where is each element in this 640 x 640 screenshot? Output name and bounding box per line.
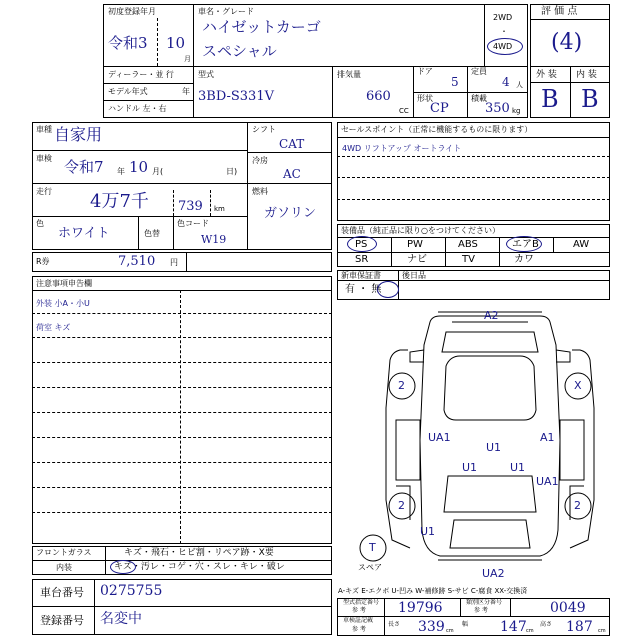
first-reg-month: 10 (166, 34, 186, 52)
divider (510, 598, 511, 616)
diag-front: A2 (484, 309, 499, 322)
equip-airbag: エアB (512, 239, 539, 250)
interior-label: 内 装 (576, 70, 597, 80)
diag-tire-rr: 2 (574, 499, 581, 512)
sales-title: セールスポイント（正常に機能するものに限ります） (341, 125, 533, 134)
equip-ps: PS (355, 239, 368, 250)
equip-sr: SR (355, 254, 369, 265)
displacement-label: 排気量 (337, 70, 361, 79)
length-value: 339 (418, 619, 445, 635)
type-designation-sub: 参 考 (352, 607, 366, 614)
reg-label: 登録番号 (40, 614, 84, 627)
legend: A-キズ E-エクボ U-凹み W-補修跡 S-サビ C-腐食 XX-交換済 (338, 587, 528, 595)
dealer-label: ディーラー・並 行 (108, 70, 174, 79)
inspection-month: 10 (129, 158, 149, 176)
diag-tire-fl: 2 (398, 379, 405, 392)
type-label: 型式 (198, 70, 214, 79)
cc-unit: CC (399, 107, 409, 115)
exterior-grade: B (541, 85, 559, 113)
shift-value: CAT (279, 137, 305, 151)
shape-label: 形状 (417, 94, 433, 103)
type-designation-value: 19796 (398, 600, 443, 616)
interior-glass-label: 内装 (56, 563, 72, 572)
diag-left-rear: U1 (420, 525, 436, 538)
model-year-unit: 年 (182, 87, 190, 96)
drive-2wd: 2WD (493, 13, 513, 22)
load-unit: kg (512, 107, 521, 115)
sales-text: 4WD リフトアップ オートライト (342, 144, 462, 153)
shift-label: シフト (252, 125, 276, 134)
recycle-label: R券 (36, 257, 50, 266)
diag-tire-fr: X (574, 379, 582, 392)
type-value: 3BD-S331V (198, 89, 274, 104)
chassis-label: 車台番号 (40, 586, 84, 599)
equip-aw: AW (573, 239, 590, 250)
diag-right-door: A1 (540, 431, 555, 444)
capacity-unit: 人 (516, 81, 523, 89)
vehicle-type-value: 自家用 (54, 125, 103, 144)
warranty-value: 有 ・ 無 (345, 284, 382, 295)
month-paren: 月( (152, 167, 164, 176)
fuel-value: ガソリン (264, 206, 317, 221)
handle-label: ハンドル 左・右 (108, 104, 167, 113)
length-sub: 参 考 (352, 626, 366, 633)
fuel-label: 燃料 (252, 187, 268, 196)
divider (337, 616, 610, 617)
color-code-value: W19 (201, 233, 227, 246)
category-label: 類別区分番号 (466, 599, 503, 606)
interior-grade: B (581, 85, 599, 113)
capacity-label: 定員 (471, 67, 487, 76)
grade: スペシャル (202, 42, 277, 60)
diag-center-top: U1 (486, 441, 502, 454)
notes-title: 注意事項申告欄 (36, 279, 92, 288)
color-label: 色 (36, 219, 44, 228)
equipment-title: 装備品（純正品に限り○をつけてください） (341, 226, 500, 235)
chassis-value: 0275755 (100, 583, 163, 599)
ac-label: 冷房 (252, 156, 268, 165)
front-glass-label: フロントガラス (36, 548, 92, 557)
vehicle-type-label: 車種 (36, 125, 52, 134)
recycle-value: 7,510 (118, 254, 156, 269)
width-cm: cm (526, 628, 534, 634)
spare-text: スペア (358, 563, 382, 572)
color-code-label: 色コード (177, 219, 209, 228)
length-key: 長さ (388, 621, 401, 628)
capacity-value: 4 (502, 75, 510, 89)
later-label: 後日品 (402, 271, 426, 280)
front-glass-options: キズ・飛石・ヒビ割・リペア跡・X要 (124, 548, 274, 558)
notes-line1: 外装 小A・小U (36, 299, 90, 308)
diag-center-right: U1 (510, 461, 526, 474)
first-reg-label: 初度登録年月 (108, 7, 156, 16)
drive-4wd: 4WD (493, 42, 513, 51)
car-name: ハイゼットカーゴ (202, 18, 321, 36)
equip-navi: ナビ (407, 254, 427, 265)
model-year-label: モデル年式 (108, 87, 148, 96)
score-label: 評 価 点 (541, 6, 578, 17)
width-value: 147 (500, 619, 527, 635)
diag-left-door: UA1 (428, 431, 451, 444)
month-unit: 月 (184, 55, 191, 63)
mileage-value: 4万7千 (90, 191, 149, 212)
color-change-label: 色替 (144, 229, 160, 238)
shape-value: CP (430, 101, 449, 116)
door-value: 5 (451, 75, 459, 89)
width-key: 幅 (462, 621, 469, 628)
notes-line2: 荷室 キズ (36, 323, 71, 332)
year-unit: 年 (117, 167, 125, 176)
door-label: ドア (417, 67, 433, 76)
drive-dot: ・ (500, 27, 508, 36)
load-label: 積載 (471, 94, 487, 103)
inspection-label: 車検 (36, 154, 52, 163)
load-value: 350 (485, 101, 510, 116)
name-label: 車名・グレード (198, 7, 254, 16)
first-reg-era: 令和3 (108, 34, 148, 52)
equip-pw: PW (407, 239, 423, 250)
km-unit: km (214, 205, 225, 213)
equip-abs: ABS (458, 239, 478, 250)
divider (460, 598, 461, 616)
type-designation-label: 型式指定番号 (343, 599, 380, 606)
recycle-unit: 円 (170, 258, 178, 267)
inspection-era: 令和7 (64, 158, 104, 176)
exterior-label: 外 装 (536, 70, 557, 80)
length-label: 車検証記載 (343, 617, 374, 624)
equip-tv: TV (462, 254, 475, 265)
height-cm: cm (598, 628, 606, 634)
equip-leather: カワ (514, 254, 534, 265)
height-key: 高さ (540, 621, 553, 628)
day-unit: 日) (226, 167, 238, 176)
mileage-small: 739 (178, 199, 203, 214)
length-cm: cm (446, 628, 454, 634)
color-value: ホワイト (58, 226, 110, 241)
warranty-label: 新車保証書 (341, 271, 381, 280)
diag-rear: UA2 (482, 567, 505, 580)
score-value: (4) (551, 30, 583, 55)
diag-tire-rl: 2 (398, 499, 405, 512)
diag-right-rear: UA1 (536, 475, 559, 488)
ac-value: AC (283, 167, 301, 181)
reg-value: 名変中 (100, 611, 142, 627)
displacement-value: 660 (366, 89, 391, 104)
diag-center-left: U1 (462, 461, 478, 474)
mileage-label: 走行 (36, 187, 52, 196)
height-value: 187 (566, 619, 593, 635)
category-value: 0049 (550, 600, 586, 616)
spare-mark: T (369, 541, 376, 554)
category-sub: 参 考 (474, 607, 488, 614)
divider (384, 598, 385, 636)
interior-glass-options: キズ・汚レ・コゲ・穴・スレ・キレ・破レ (114, 562, 285, 572)
